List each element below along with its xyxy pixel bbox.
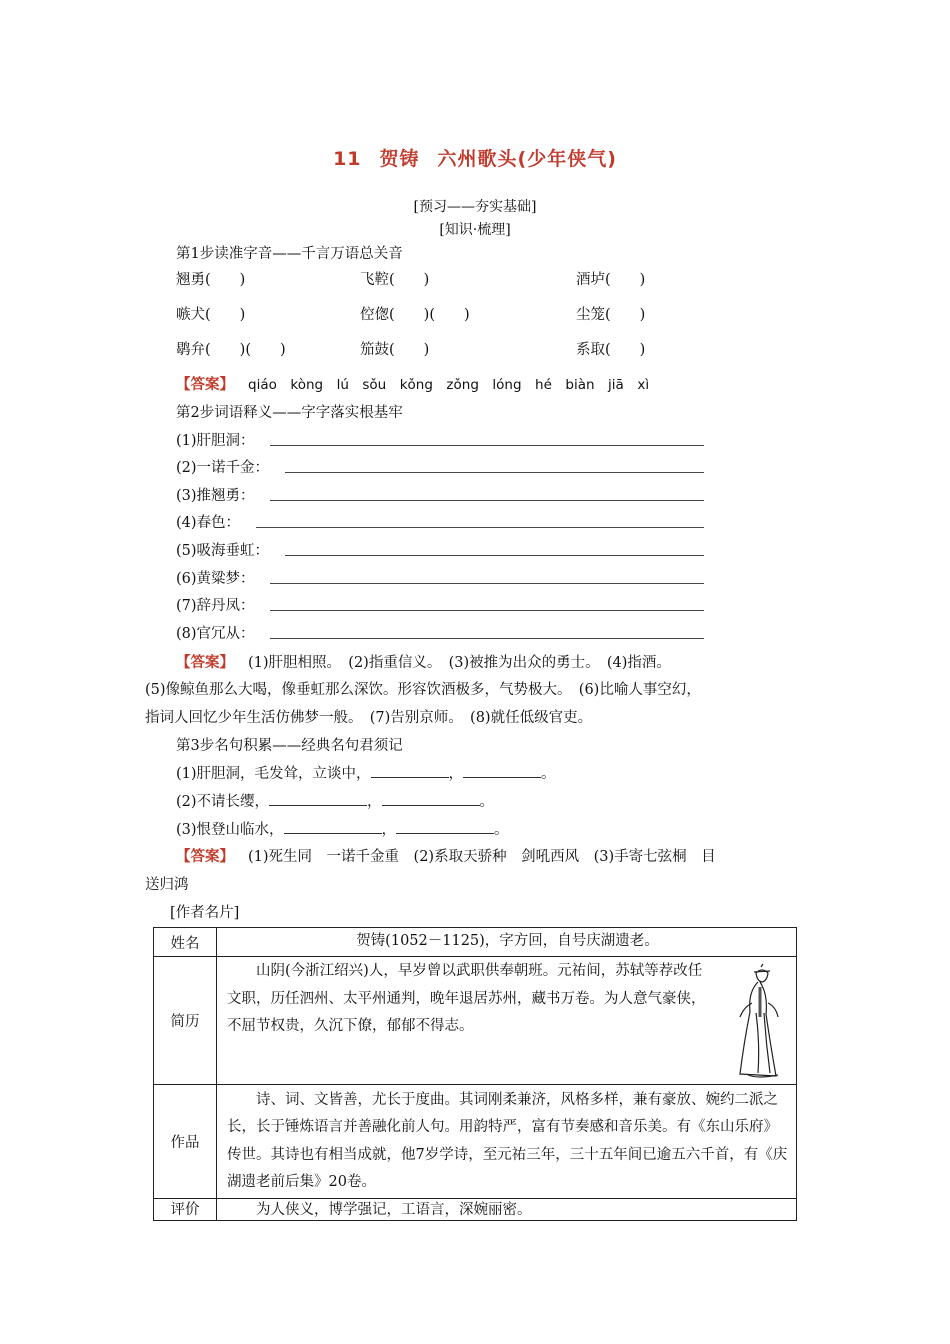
row-key: 评价 bbox=[154, 1199, 217, 1221]
step1-answer bbox=[176, 373, 649, 394]
pinyin-answer: qiáo kòng lú sǒu kǒng zǒng lóng hé biàn jiā xì bbox=[248, 377, 650, 393]
blank bbox=[269, 791, 367, 806]
step3-answer-line1: 【答案】 (1)死生同 一诺千金重 (2)系取天骄种 剑吼西风 (3)手寄七弦桐 目 bbox=[176, 848, 716, 865]
lesson-author: 贺铸 bbox=[379, 148, 420, 170]
pron-item: 倥偬( )( ) bbox=[360, 307, 470, 323]
pron-item: 鹖弁( )( ) bbox=[176, 342, 286, 358]
definition-item: (2)一诺千金： bbox=[176, 456, 269, 477]
step2-answer-line3: 指词人回忆少年生活仿佛梦一般。 (7)告别京师。 (8)就任低级官吏。 bbox=[145, 710, 593, 726]
definition-item: (8)官冗从： bbox=[176, 622, 255, 643]
row-value: 山阴(今浙江绍兴)人，早岁曾以武职供奉朝班。元祐间，苏轼等荐改任文职，历任泗州、太平州通判，晚年退居苏州，藏书万卷。为人意气豪侠，不屈节权贵，久沉下僚，郁郁不得志。 bbox=[227, 963, 706, 1034]
quote-item: (1)肝胆洞，毛发耸，立谈中， ， 。 bbox=[176, 762, 556, 783]
definition-item: (6)黄粱梦： bbox=[176, 567, 255, 588]
pronunciation-row-2 bbox=[176, 303, 736, 327]
step1-heading: 第1步读准字音——千言万语总关音 bbox=[176, 246, 403, 262]
step2-answer-line2: (5)像鲸鱼那么大喝，像垂虹那么深饮。形容饮酒极多，气势极大。 (6)比喻人事空幻， bbox=[145, 682, 701, 698]
pron-item: 翘勇( ) bbox=[176, 272, 246, 288]
table-row bbox=[154, 928, 797, 957]
section-knowledge: [知识·梳理] bbox=[439, 222, 511, 238]
step3-answer-line2: 送归鸿 bbox=[145, 877, 189, 893]
answer-label: 【答案】 bbox=[176, 654, 234, 671]
definition-item: (3)推翘勇： bbox=[176, 484, 255, 505]
row-key: 简历 bbox=[154, 957, 217, 1085]
row-key: 姓名 bbox=[154, 928, 217, 957]
row-key: 作品 bbox=[154, 1085, 217, 1199]
table-row bbox=[154, 1199, 797, 1221]
step2-heading: 第2步词语释义——字字落实根基牢 bbox=[176, 405, 403, 421]
row-value-cell bbox=[217, 957, 797, 1085]
step2-answer-line1: 【答案】 (1)肝胆相照。 (2)指重信义。 (3)被推为出众的勇士。 (4)指酒。 bbox=[176, 654, 671, 671]
lesson-number: 11 bbox=[333, 148, 362, 170]
pron-item: 飞鞚( ) bbox=[360, 272, 430, 288]
author-card-heading: [作者名片] bbox=[170, 905, 240, 921]
pron-item: 嗾犬( ) bbox=[176, 307, 246, 323]
table-row bbox=[154, 1085, 797, 1199]
blank bbox=[396, 819, 494, 834]
step3-heading: 第3步名句积累——经典名句君须记 bbox=[176, 738, 403, 754]
quote-item: (2)不请长缨， ， 。 bbox=[176, 790, 494, 811]
definition-item: (1)肝胆洞： bbox=[176, 429, 255, 450]
definition-item: (4)春色： bbox=[176, 511, 240, 532]
row-value: 为人侠义，博学强记，工语言，深婉丽密。 bbox=[217, 1199, 797, 1221]
author-card-table bbox=[153, 927, 797, 1221]
row-value: 贺铸(1052－1125)，字方回，自号庆湖遗老。 bbox=[217, 928, 797, 957]
table-row bbox=[154, 957, 797, 1085]
blank bbox=[382, 791, 480, 806]
pronunciation-row-1 bbox=[176, 268, 736, 292]
blank bbox=[284, 819, 382, 834]
pronunciation-row-3 bbox=[176, 338, 736, 362]
blank bbox=[463, 763, 541, 778]
answer-label: 【答案】 bbox=[176, 376, 234, 393]
author-portrait-icon bbox=[734, 963, 786, 1083]
quote-item: (3)恨登山临水， ， 。 bbox=[176, 818, 509, 839]
row-value: 诗、词、文皆善，尤长于度曲。其词刚柔兼济，风格多样，兼有豪放、婉约二派之长，长于锤炼语言并善融化前人句。用韵特严，富有节奏感和音乐美。有《东山乐府》传世。其诗也有相当成就，他7岁学诗，至元祐三年，三十五年间已逾五六千首，有《庆湖遗老前后集》20卷。 bbox=[217, 1085, 797, 1199]
pron-item: 尘笼( ) bbox=[576, 307, 646, 323]
definition-item: (7)辞丹凤： bbox=[176, 594, 255, 615]
pron-item: 酒垆( ) bbox=[576, 272, 646, 288]
lesson-work: 六州歌头(少年侠气) bbox=[437, 148, 617, 170]
lesson-title bbox=[0, 144, 950, 171]
definition-item: (5)吸海垂虹： bbox=[176, 539, 269, 560]
blank bbox=[371, 763, 449, 778]
section-preview: [预习——夯实基础] bbox=[413, 199, 537, 215]
pron-item: 系取( ) bbox=[576, 342, 646, 358]
pron-item: 笳鼓( ) bbox=[360, 342, 430, 358]
answer-label: 【答案】 bbox=[176, 848, 234, 865]
